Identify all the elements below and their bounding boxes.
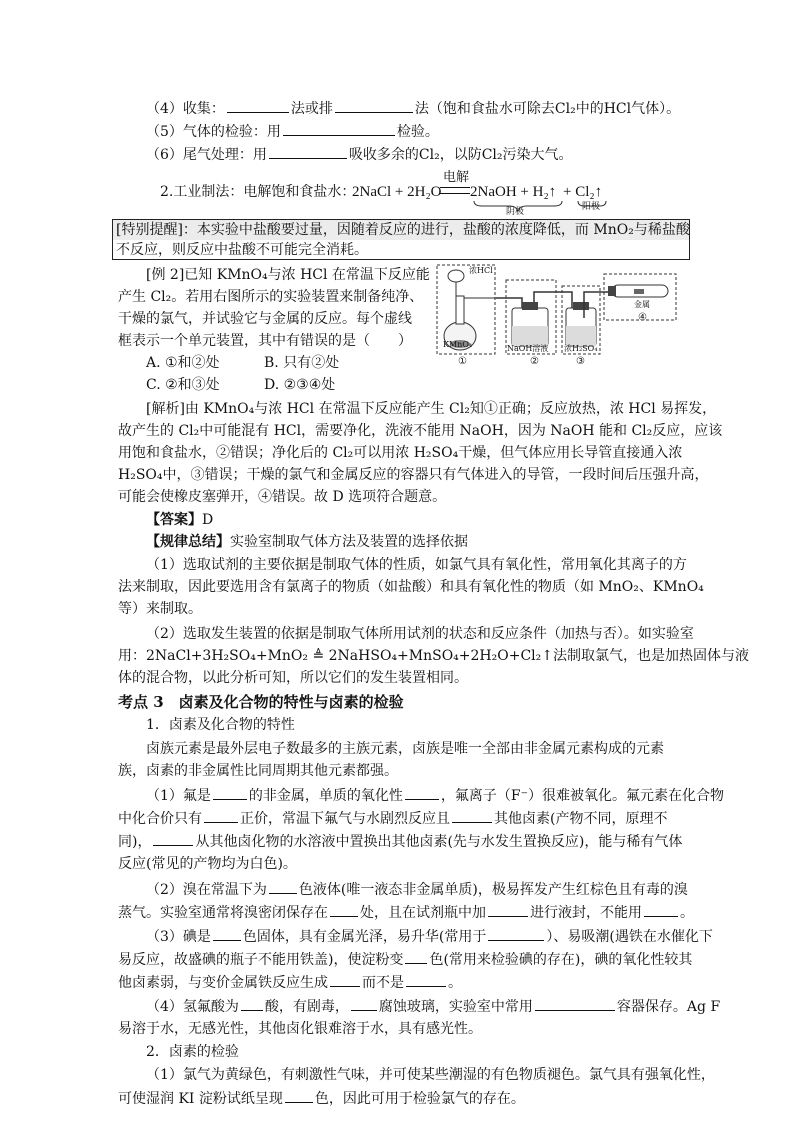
summary-line-3: 等）来制取。 [118, 601, 202, 617]
detect-line: （5）气体的检验：用 检验。 [146, 121, 439, 142]
blank [241, 996, 263, 1011]
equals-sign [440, 187, 470, 194]
fluorine-line-2: 中化合价只有 正价，常温下氟气与水剧烈反应且 其他卤素(产物不同，原理不 [118, 808, 667, 829]
subsection-1-title: 1．卤素及化合物的特性 [146, 717, 295, 733]
example-line-4: 框表示一个单元装置，其中有错误的是（ ） [118, 333, 412, 349]
option-c: C. ②和③处 [146, 377, 220, 393]
option-d: D. ②③④处 [264, 377, 336, 393]
equation-condition: 电解 [443, 170, 470, 185]
summary-line-1: （1）选取试剂的主要依据是制取气体的性质，如氯气具有氧化性，常用氧化其离子的方 [146, 557, 687, 573]
summary-line-4: （2）选取发生装置的依据是制取气体所用试剂的状态和反应条件（加热与否）。如实验室 [146, 626, 694, 642]
unit-3-label: ③ [576, 356, 585, 367]
blank [213, 926, 241, 941]
subsection-2-title: 2．卤素的检验 [146, 1044, 239, 1060]
blank [227, 98, 289, 113]
collect-line: （4）收集： 法或排 法（饱和食盐水可除去Cl₂中的HCl气体）。 [146, 98, 680, 119]
lbl-hcl: 浓HCl [469, 266, 493, 275]
lbl-kmno4: KMnO₄ [443, 340, 473, 349]
chlorine-line-1: （1）氯气为黄绿色，有刺激性气味，并可使某些潮湿的有色物质褪色。氯气具有强氧化性， [146, 1067, 715, 1083]
blank [269, 144, 347, 159]
example-line-2: 产生 Cl₂。若用右图所示的实验装置来制备纯净、 [118, 289, 424, 305]
blank [488, 902, 528, 917]
analysis-line-4: H₂SO₄中，③错误；干燥的氯气和金属反应的容器只有气体进入的导管，一段时间后压强升高， [118, 467, 709, 483]
summary-heading: 【规律总结】实验室制取气体方法及装置的选择依据 [146, 534, 468, 550]
lbl-metal: 金属 [634, 300, 650, 309]
blank [488, 926, 544, 941]
unit-2-label: ② [530, 356, 539, 367]
blank [330, 972, 360, 987]
lbl-h2so4: 浓H₂SO₄ [564, 344, 598, 353]
option-b: B. 只有②处 [264, 355, 340, 371]
tail-line: （6）尾气处理：用 吸收多余的Cl₂，以防Cl₂污染大气。 [146, 144, 573, 165]
blank [405, 949, 427, 964]
iodine-line-1: （3）碘是 色固体，具有金属光泽，易升华(常用于 ）、易吸潮(遇铁在水催化下 [146, 926, 713, 947]
unit-1-label: ① [458, 356, 467, 367]
section-heading: 考点 3 卤素及化合物的特性与卤素的检验 [118, 693, 404, 711]
option-a: A. ①和②处 [146, 355, 220, 371]
example-line-1: [例 2]已知 KMnO₄与浓 HCl 在常温下反应能 [146, 267, 430, 283]
fluorine-line-3: 同)， 从其他卤化物的水溶液中置换出其他卤素(先与水发生置换反应)，能与稀有气体 [118, 831, 682, 852]
blank [285, 1088, 313, 1103]
analysis-line-1: [解析]由 KMnO₄与浓 HCl 在常温下反应能产生 Cl₂知①正确；反应放热，浓 HCl 易挥发， [146, 401, 717, 417]
equation-rhs-1: 2NaOH + H₂↑ [470, 184, 557, 200]
iodine-line-2: 易反应，故盛碘的瓶子不能用铁盖)，使淀粉变 色(常用来检验碘的存在)，碘的氧化性较其 [118, 949, 692, 970]
answer-line: 【答案】D [146, 512, 214, 528]
fluorine-line-1: （1）氟是 的非金属，单质的氧化性 ，氟离子（F⁻）很难被氧化。氟元素在化合物 [146, 785, 724, 806]
industrial-label: 2.工业制法：电解饱和食盐水： [160, 184, 356, 200]
blank [335, 98, 413, 113]
blank [452, 808, 492, 823]
cathode-label: 阴极 [506, 207, 525, 217]
equation-rhs-2: + Cl₂↑ [563, 184, 603, 200]
blank [213, 785, 247, 800]
intro-line-1: 卤族元素是最外层电子数最多的主族元素，卤族是唯一全部由非金属元素构成的元素 [146, 741, 664, 757]
anode-label: 阳极 [582, 202, 601, 212]
blank [406, 972, 446, 987]
iodine-line-3: 他卤素弱，与变价金属铁反应生成 而不是 。 [118, 972, 462, 993]
summary-line-5: 用：2NaCl+3H₂SO₄+MnO₂ ≜ 2NaHSO₄+MnSO₄+2H₂O+Cl₂↑法制取氯气，也是加热固体与液 [118, 648, 749, 664]
blank [330, 902, 358, 917]
note-line-2: 不反应，则反应中盐酸不可能完全消耗。 [116, 242, 368, 258]
chlorine-line-2: 可使湿润 KI 淀粉试纸呈现 色，因此可用于检验氯气的存在。 [118, 1088, 525, 1109]
blank [269, 879, 297, 894]
fluorine-line-4: 反应(常见的产物均为白色)。 [118, 856, 297, 872]
blank [644, 902, 678, 917]
blank [405, 785, 439, 800]
analysis-line-2: 故产生的 Cl₂中可能混有 HCl，需要净化，洗液不能用 NaOH，因为 NaOH 能和 Cl₂反应，应该 [118, 423, 723, 439]
bromine-line-1: （2）溴在常温下为 色液体(唯一液态非金属单质)，极易挥发产生红棕色且有毒的溴 [146, 879, 688, 900]
analysis-line-3: 用饱和食盐水，②错误；净化后的 Cl₂可以用浓 H₂SO₄干燥，但气体应用长导管直接通入浓 [118, 445, 683, 461]
blank [535, 996, 615, 1011]
hf-line-2: 易溶于水，无感光性，其他卤化银难溶于水，具有感光性。 [118, 1021, 482, 1037]
summary-line-2: 法来制取，因此要选用含有氯离子的物质（如盐酸）和具有氧化性的物质（如 MnO₂、KMnO₄ [118, 579, 704, 595]
example-line-3: 干燥的氯气，并试验它与金属的反应。每个虚线 [118, 311, 412, 327]
blank [351, 996, 377, 1011]
summary-line-6: 体的混合物，以此分析可知，所以它们的发生装置相同。 [118, 670, 468, 686]
analysis-line-5: 可能会使橡皮塞弹开，④错误。故 D 选项符合题意。 [118, 489, 447, 505]
hf-line-1: （4）氢氟酸为 酸，有剧毒， 腐蚀玻璃，实验室中常用 容器保存。Ag F [146, 996, 720, 1017]
unit-4-label: ④ [638, 312, 647, 323]
blank [283, 121, 395, 136]
blank [204, 808, 238, 823]
blank [153, 831, 193, 846]
intro-line-2: 族，卤素的非金属性比同周期其他元素都强。 [118, 763, 398, 779]
lbl-naoh: NaOH溶液 [507, 344, 549, 353]
equation-lhs: 2NaCl + 2H₂O [352, 184, 442, 200]
note-line-1: [特别提醒]：本实验中盐酸要过量，因随着反应的进行，盐酸的浓度降低，而 MnO₂与稀盐酸 [116, 222, 690, 238]
bromine-line-2: 蒸气。实验室通常将溴密闭保存在 处，且在试剂瓶中加 进行液封，不能用 。 [118, 902, 694, 923]
